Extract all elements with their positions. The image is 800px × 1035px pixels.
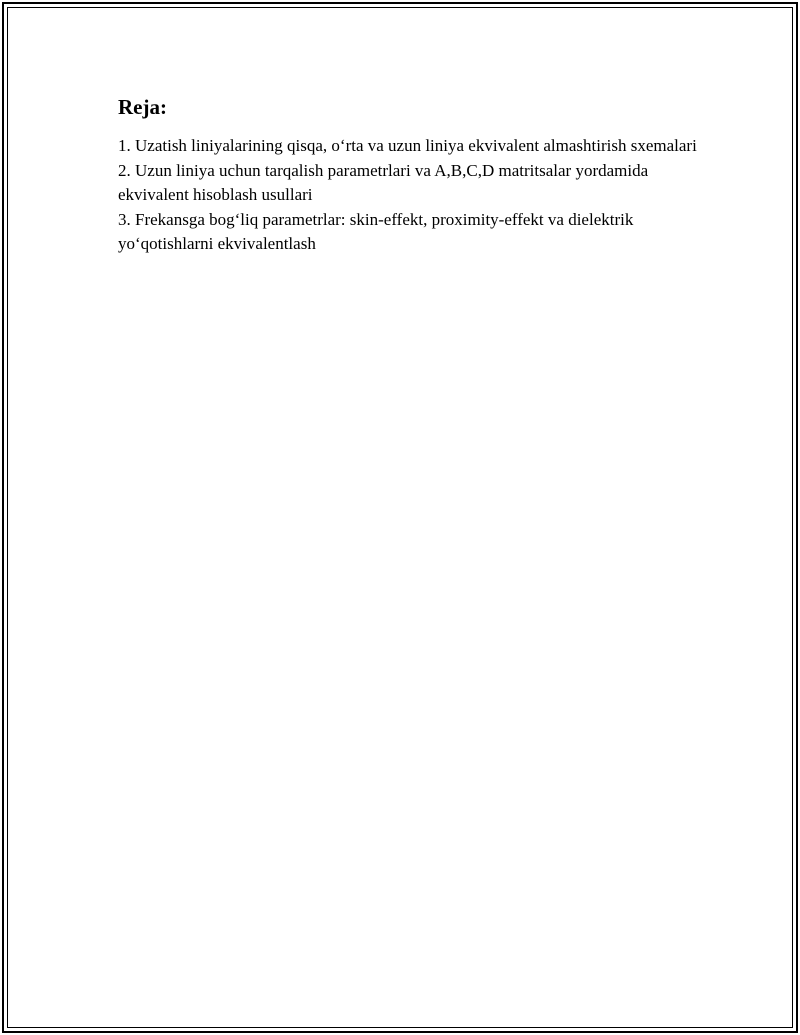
plan-item-2: 2. Uzun liniya uchun tarqalish parametrlari va A,B,C,D matritsalar yordamida ekvivalent hisoblash usullari [118, 160, 649, 204]
plan-heading: Reja: [118, 95, 167, 119]
plan-item-3: 3. Frekansga bog‘liq parametrlar: skin-effekt, proximity-effekt va dielektrik yo‘qotishlarni ekvivalentlash [118, 209, 634, 253]
plan-list [118, 134, 698, 257]
plan-item-1: 1. Uzatish liniyalarining qisqa, o‘rta va uzun liniya ekvivalent almashtirish sxemalari [118, 136, 697, 155]
page-content [118, 94, 698, 257]
